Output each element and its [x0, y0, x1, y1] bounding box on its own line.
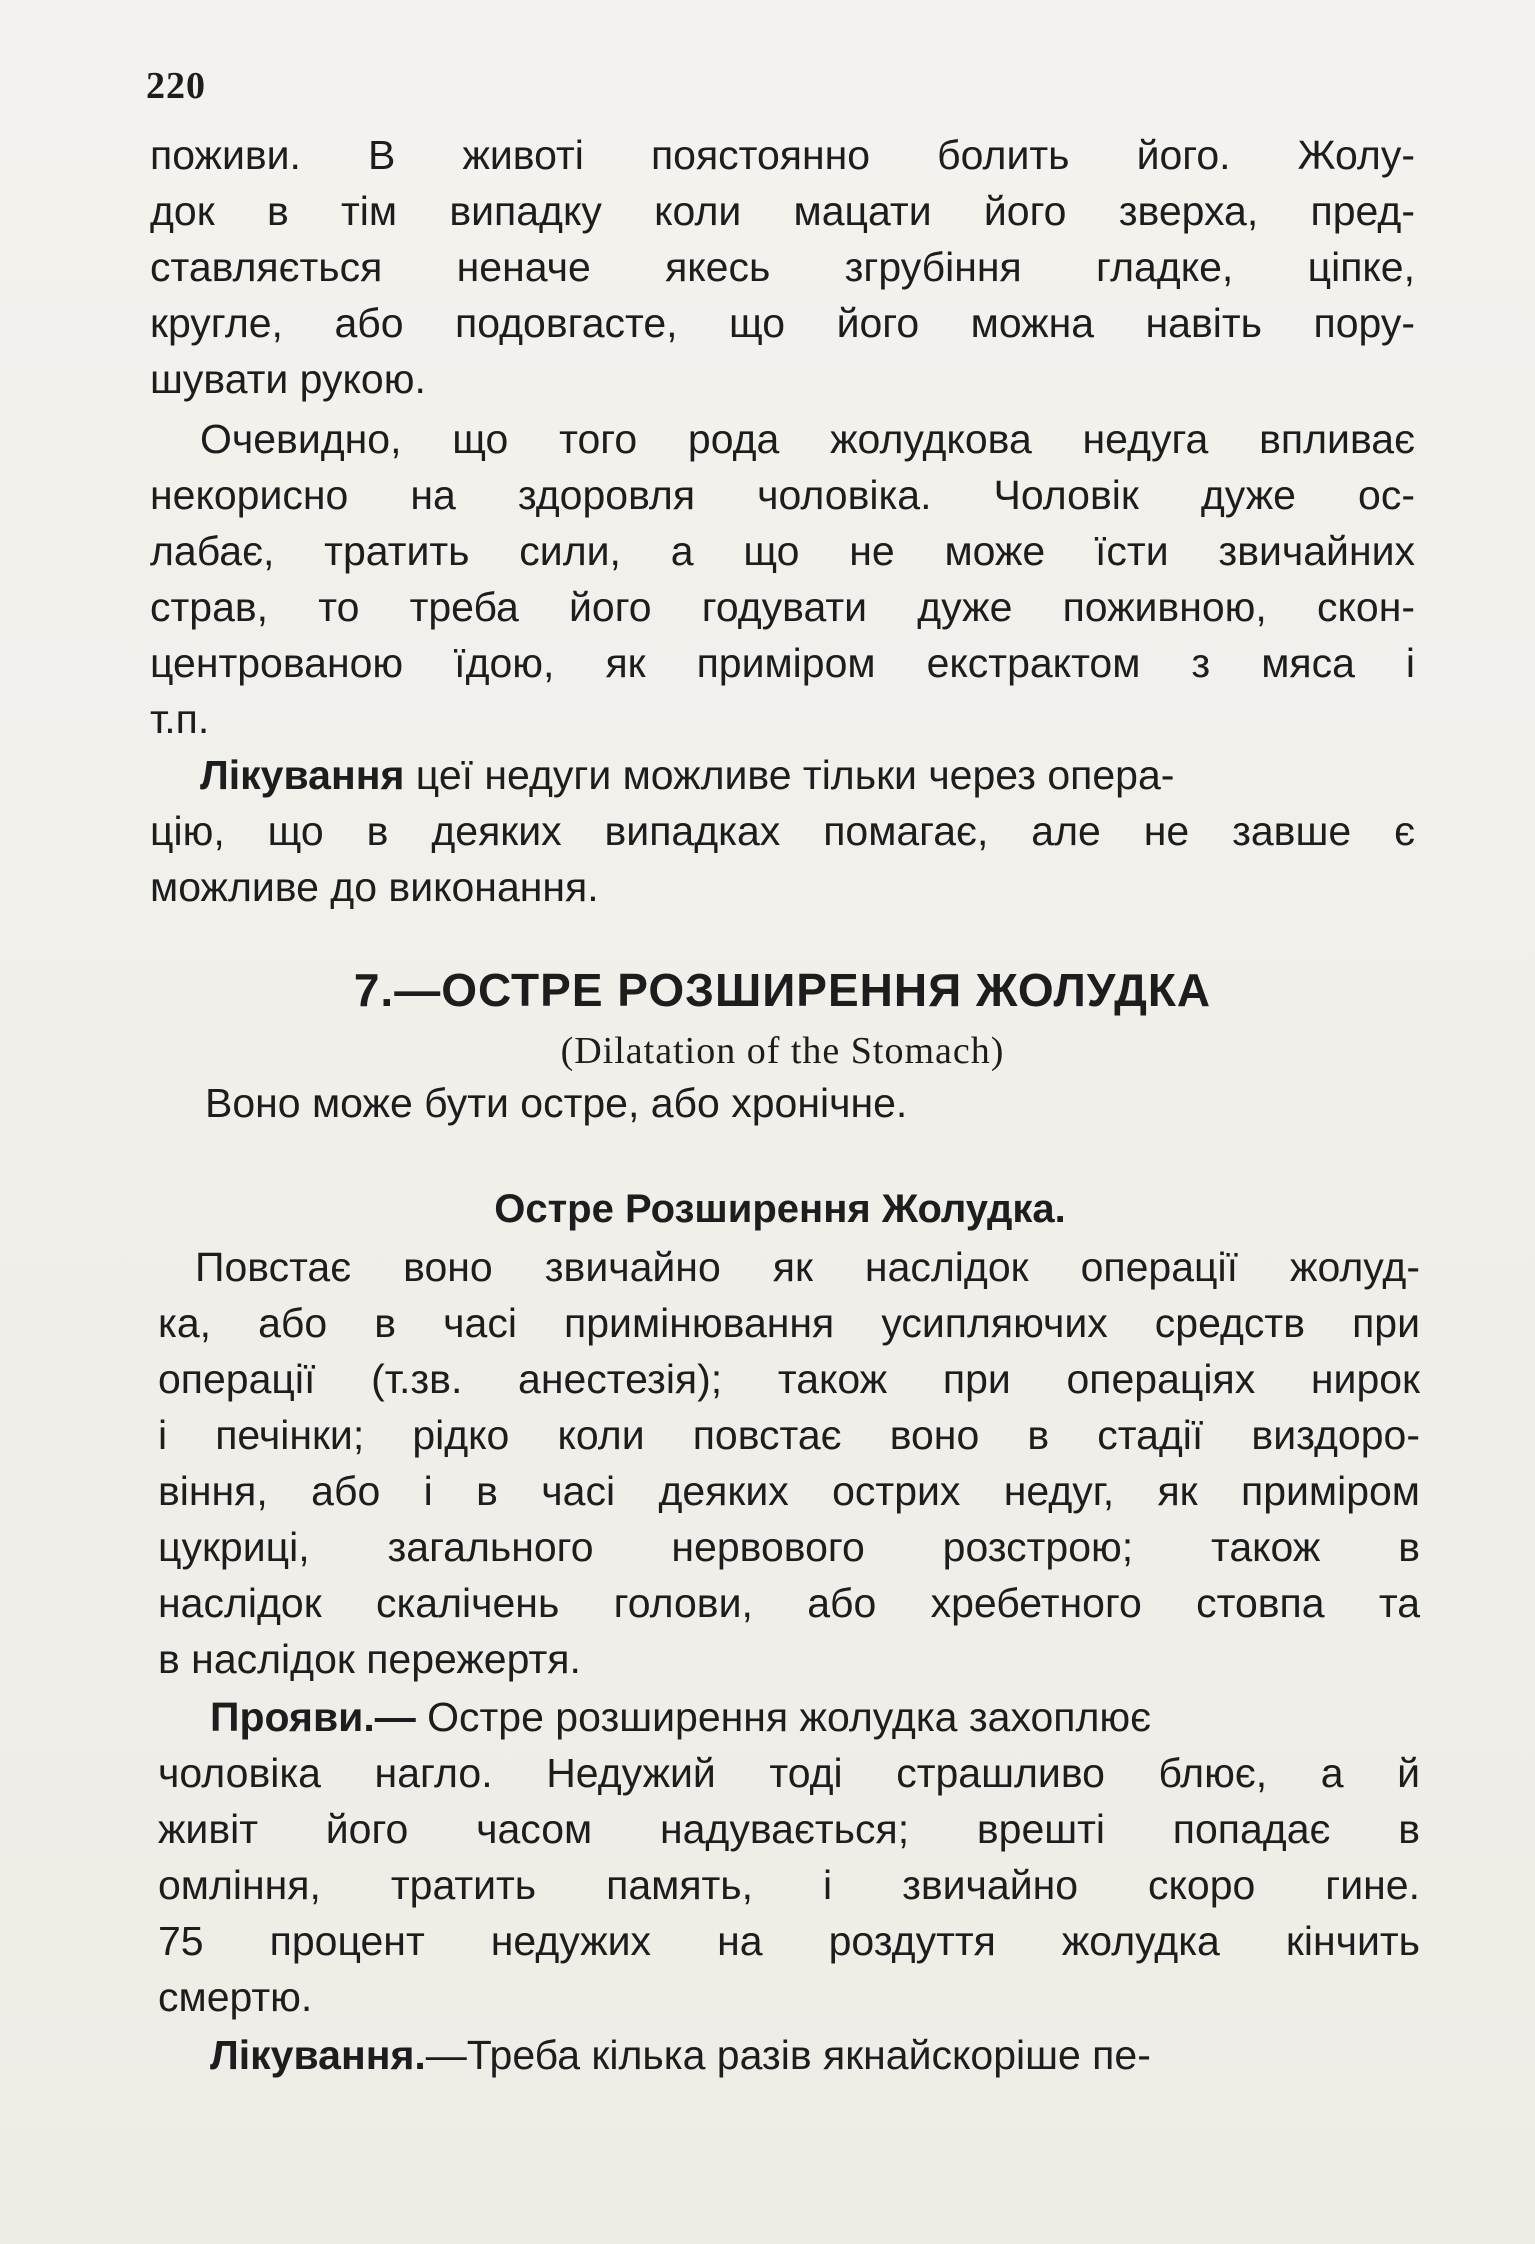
- text-line: омління, тратить память, і звичайно скоро гине.: [158, 1862, 1420, 1908]
- symptoms-text: Остре розширення жолудка захоплює: [415, 1694, 1152, 1740]
- page-number: 220: [146, 65, 206, 107]
- treatment-label-2: Лікування.: [210, 2032, 426, 2078]
- text-line: поживи. В животі поястоянно болить його. Жолу-: [150, 132, 1415, 178]
- text-line: в наслідок пережертя.: [158, 1636, 581, 1682]
- section-title: 7.—ОСТРЕ РОЗШИРЕННЯ ЖОЛУДКА: [353, 964, 1212, 1016]
- text-line: шувати рукою.: [150, 356, 426, 402]
- symptoms-line: [210, 1690, 1420, 1744]
- treatment-line-2: [210, 2028, 1420, 2082]
- symptoms-label: Прояви.—: [210, 1694, 416, 1740]
- text-line: чоловіка нагло. Недужий тоді страшливо блює, а й: [158, 1750, 1420, 1796]
- text-line: Повстає воно звичайно як наслідок операції жолуд-: [195, 1244, 1420, 1290]
- text-line: смертю.: [158, 1974, 313, 2020]
- text-line: можливе до виконання.: [150, 864, 599, 910]
- intro-line: Воно може бути остре, або хронічне.: [205, 1080, 908, 1126]
- text-line: Очевидно, що того рода жолудкова недуга впливає: [200, 416, 1415, 462]
- text-line: лабає, тратить сили, а що не може їсти звичайних: [150, 528, 1415, 574]
- text-line: центрованою їдою, як приміром екстрактом з мяса і: [150, 640, 1415, 686]
- text-line: живіт його часом надувається; врешті попадає в: [158, 1806, 1420, 1852]
- text-line: ставляється неначе якесь згрубіння гладке, ціпке,: [150, 244, 1415, 290]
- text-line: цію, що в деяких випадках помагає, але не завше є: [150, 808, 1415, 854]
- text-line: док в тім випадку коли мацати його зверха, пред-: [150, 188, 1415, 234]
- text-line: 75 процент недужих на роздуття жолудка кінчить: [158, 1918, 1420, 1964]
- text-line: страв, то треба його годувати дуже поживною, скон-: [150, 584, 1415, 630]
- text-line: і печінки; рідко коли повстає воно в стадії виздоро-: [158, 1412, 1420, 1458]
- text-line: некорисно на здоровля чоловіка. Чоловік дуже ос-: [150, 472, 1415, 518]
- section-subtitle: (Dilatation of the Stomach): [560, 1030, 1005, 1072]
- treatment-text: цеї недуги можливе тільки через опера-: [404, 752, 1175, 798]
- treatment-text-2: —Треба кілька разів якнайскоріше пе-: [425, 2032, 1151, 2078]
- text-line: ка, або в часі примінювання усипляючих средств при: [158, 1300, 1420, 1346]
- treatment-label: Лікування: [200, 752, 405, 798]
- text-line: кругле, або подовгасте, що його можна навіть пору-: [150, 300, 1415, 346]
- text-line: віння, або і в часі деяких острих недуг, як приміром: [158, 1468, 1420, 1514]
- treatment-line: [200, 748, 1415, 802]
- text-line: цукриці, загального нервового розстрою; також в: [158, 1524, 1420, 1570]
- text-line: наслідок скалічень голови, або хребетного стовпа та: [158, 1580, 1420, 1626]
- text-line: т.п.: [150, 696, 210, 742]
- text-line: операції (т.зв. анестезія); також при операціях нирок: [158, 1356, 1420, 1402]
- subheading: Остре Розширення Жолудка.: [494, 1187, 1066, 1231]
